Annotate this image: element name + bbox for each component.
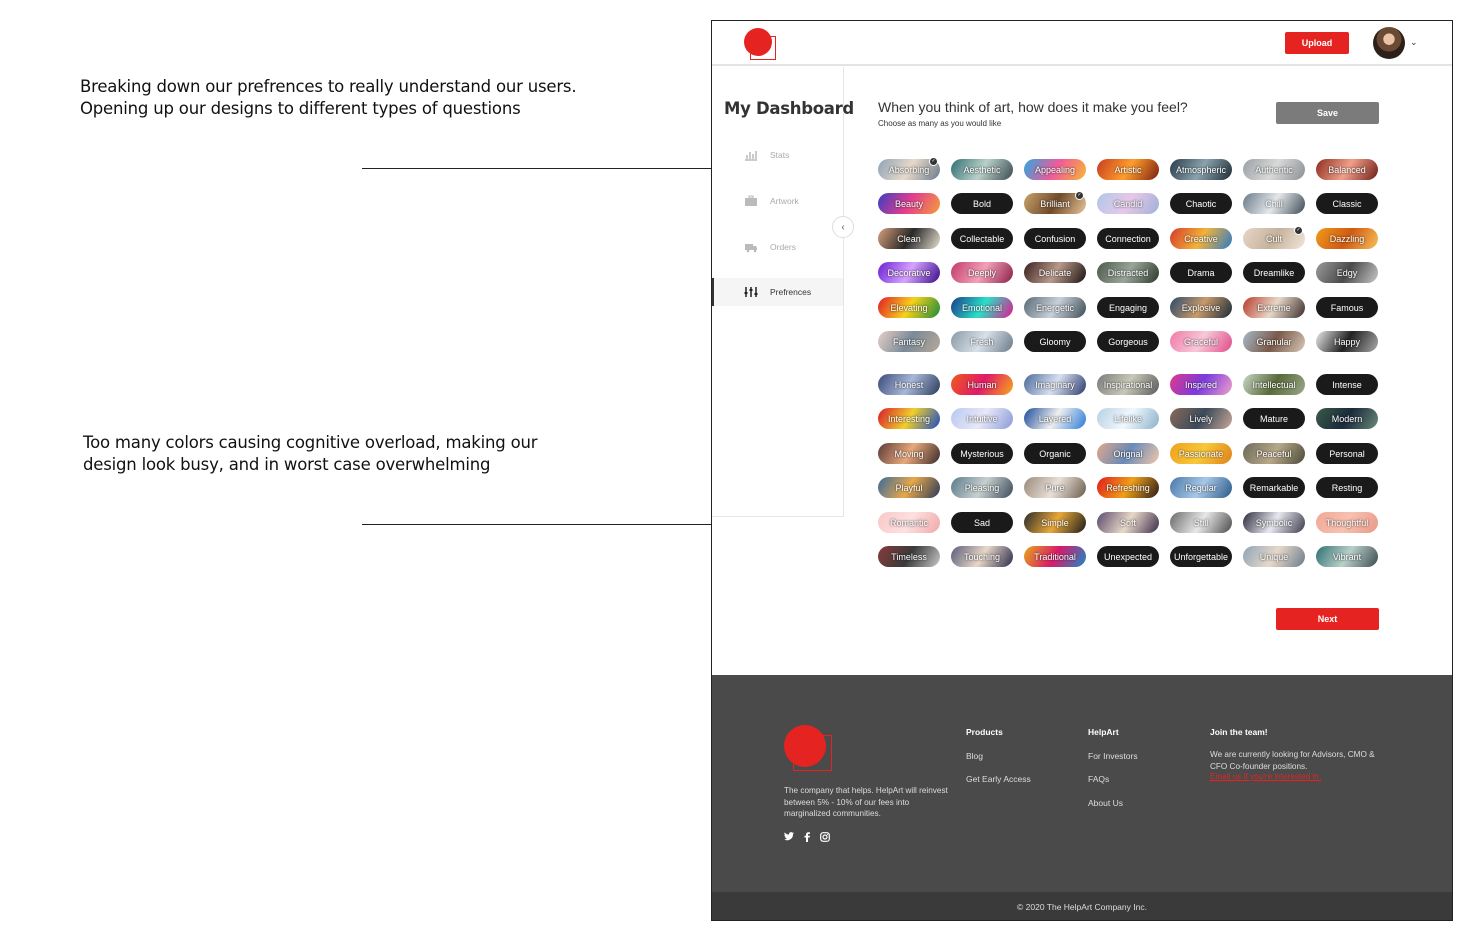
tag-label: Edgy [1336, 267, 1358, 278]
tag-distracted[interactable] [1097, 262, 1159, 283]
tag-creative[interactable] [1170, 228, 1232, 249]
tag-interesting[interactable] [878, 408, 940, 429]
tag-decorative[interactable] [878, 262, 940, 283]
tag-confusion[interactable] [1024, 228, 1086, 249]
tag-clean[interactable] [878, 228, 940, 249]
tag-label: Candid [1113, 198, 1143, 209]
tag-label: Delicate [1038, 267, 1072, 278]
top-navbar [712, 21, 1452, 66]
footer-link-blog[interactable]: Blog [966, 751, 984, 761]
tag-label: Brilliant [1040, 198, 1070, 209]
tag-timeless[interactable] [878, 546, 940, 567]
tag-beauty[interactable] [878, 193, 940, 214]
tag-label: Creative [1184, 233, 1218, 244]
tag-gorgeous[interactable] [1097, 331, 1159, 352]
tag-happy[interactable] [1316, 331, 1378, 352]
tag-label: Interesting [887, 413, 931, 424]
tag-label: Romantic [889, 517, 928, 528]
tag-label: Fantasy [892, 336, 925, 347]
facebook-icon[interactable] [804, 832, 810, 845]
tag-label: Remarkable [1249, 482, 1299, 493]
tag-label: Intellectual [1252, 379, 1296, 390]
tag-label: Appealing [1034, 164, 1076, 175]
twitter-icon[interactable] [784, 832, 794, 844]
tag-label: Aesthetic [963, 164, 1001, 175]
tag-label: Fresh [970, 336, 994, 347]
tag-mature[interactable] [1243, 408, 1305, 429]
tag-label: Absorbing [888, 164, 930, 175]
tag-bold[interactable] [951, 193, 1013, 214]
tag-modern[interactable] [1316, 408, 1378, 429]
tag-emotional[interactable] [951, 297, 1013, 318]
tag-label: Unexpected [1103, 551, 1153, 562]
page-title: My Dashboard [724, 99, 854, 118]
tag-label: Passionate [1178, 448, 1224, 459]
tag-label: Soft [1119, 517, 1136, 528]
tag-pure[interactable] [1024, 477, 1086, 498]
footer-link-about[interactable]: About Us [1088, 798, 1123, 808]
tag-touching[interactable] [951, 546, 1013, 567]
footer-join-text: We are currently looking for Advisors, CMO & CFO Co-founder positions. [1210, 750, 1375, 771]
briefcase-icon [744, 195, 758, 207]
check-icon: ✓ [929, 157, 938, 166]
tag-label: Gorgeous [1108, 336, 1148, 347]
tag-label: Chill [1265, 198, 1283, 209]
helpart-logo-icon [784, 725, 834, 773]
tag-label: Explosive [1181, 302, 1221, 313]
tag-label: Playful [895, 482, 923, 493]
tag-orignal[interactable] [1097, 443, 1159, 464]
tag-label: Chaotic [1185, 198, 1217, 209]
tag-label: Bold [972, 198, 991, 209]
tag-peaceful[interactable] [1243, 443, 1305, 464]
tag-label: Happy [1333, 336, 1360, 347]
tag-label: Distracted [1107, 267, 1149, 278]
tag-label: Graceful [1183, 336, 1218, 347]
tag-label: Extreme [1257, 302, 1291, 313]
tag-label: Dreamlike [1253, 267, 1295, 278]
sidebar [712, 67, 854, 517]
annotation-line: Opening up our designs to different types of questions [80, 99, 521, 118]
copyright-text: © 2020 The HelpArt Company Inc. [1017, 902, 1147, 912]
sidebar-item-stats[interactable] [712, 141, 843, 169]
tag-sad[interactable] [951, 512, 1013, 533]
tag-label: Balanced [1328, 164, 1366, 175]
tag-lifelike[interactable] [1097, 408, 1159, 429]
annotation-line: design look busy, and in worst case overwhelming [83, 455, 491, 474]
tag-label: Decorative [887, 267, 931, 278]
tag-chaotic[interactable] [1170, 193, 1232, 214]
tag-label: Layered [1038, 413, 1072, 424]
tag-chill[interactable] [1243, 193, 1305, 214]
sidebar-item-label: Orders [770, 242, 796, 252]
footer-helpart-title: HelpArt [1088, 727, 1119, 737]
tag-label: Organic [1039, 448, 1071, 459]
tag-elevating[interactable] [878, 297, 940, 318]
tag-label: Symbolic [1255, 517, 1293, 528]
tag-appealing[interactable] [1024, 159, 1086, 180]
truck-icon [744, 241, 758, 253]
tag-lively[interactable] [1170, 408, 1232, 429]
tag-thoughtful[interactable] [1316, 512, 1378, 533]
tag-artistic[interactable] [1097, 159, 1159, 180]
tag-label: Atmospheric [1175, 164, 1227, 175]
upload-button[interactable]: Upload [1285, 32, 1349, 54]
tag-label: Beauty [894, 198, 924, 209]
instagram-icon[interactable] [820, 832, 830, 845]
tag-brilliant[interactable] [1024, 193, 1086, 214]
tag-delicate[interactable] [1024, 262, 1086, 283]
annotation-top [80, 76, 576, 120]
sidebar-item-prefrences[interactable] [712, 278, 843, 306]
tag-famous[interactable] [1316, 297, 1378, 318]
tag-label: Thoughtful [1325, 517, 1369, 528]
sidebar-item-orders[interactable] [712, 233, 843, 261]
tag-label: Collectable [959, 233, 1005, 244]
footer-join-title: Join the team! [1210, 727, 1268, 737]
tag-label: Modern [1331, 413, 1363, 424]
tag-label: Honest [894, 379, 924, 390]
tag-label: Clean [897, 233, 921, 244]
tag-cult[interactable] [1243, 228, 1305, 249]
tag-intellectual[interactable] [1243, 374, 1305, 395]
tag-label: Classic [1332, 198, 1362, 209]
tag-label: Mature [1259, 413, 1288, 424]
tag-label: Emotional [961, 302, 1003, 313]
tag-label: Dazzling [1329, 233, 1365, 244]
tag-candid[interactable] [1097, 193, 1159, 214]
tag-label: Timeless [891, 551, 927, 562]
tag-label: Elevating [890, 302, 928, 313]
chevron-left-icon[interactable]: ‹ [832, 216, 854, 238]
footer-link-investors[interactable]: For Investors [1088, 751, 1138, 761]
tag-label: Famous [1330, 302, 1364, 313]
annotation-line: Too many colors causing cognitive overload, making our [83, 433, 538, 452]
tag-label: Intense [1332, 379, 1362, 390]
tag-collectable[interactable] [951, 228, 1013, 249]
tag-dreamlike[interactable] [1243, 262, 1305, 283]
tag-label: Unforgettable [1173, 551, 1229, 562]
tag-label: Resting [1331, 482, 1363, 493]
tag-graceful[interactable] [1170, 331, 1232, 352]
tag-intense[interactable] [1316, 374, 1378, 395]
tag-intuitive[interactable] [951, 408, 1013, 429]
tag-vibrant[interactable] [1316, 546, 1378, 567]
tag-connection[interactable] [1097, 228, 1159, 249]
sliders-icon [744, 286, 758, 298]
check-icon: ✓ [1075, 191, 1084, 200]
tag-still[interactable] [1170, 512, 1232, 533]
app-window [711, 20, 1453, 921]
tag-edgy[interactable] [1316, 262, 1378, 283]
sidebar-item-label: Prefrences [770, 287, 812, 297]
tag-label: Granular [1256, 336, 1292, 347]
sidebar-item-label: Stats [770, 150, 790, 160]
tag-label: Pure [1045, 482, 1065, 493]
sidebar-item-artwork[interactable] [712, 187, 843, 215]
tag-label: Imaginary [1035, 379, 1075, 390]
tag-label: Cult [1265, 233, 1282, 244]
tag-inspired[interactable] [1170, 374, 1232, 395]
footer-link-early-access[interactable]: Get Early Access [966, 774, 1031, 784]
tag-soft[interactable] [1097, 512, 1159, 533]
tag-label: Artistic [1114, 164, 1142, 175]
tag-fresh[interactable] [951, 331, 1013, 352]
tag-authentic[interactable] [1243, 159, 1305, 180]
footer-link-faqs[interactable]: FAQs [1088, 774, 1110, 784]
tag-label: Orignal [1113, 448, 1143, 459]
tag-label: Unique [1259, 551, 1289, 562]
tag-unexpected[interactable] [1097, 546, 1159, 567]
tag-explosive[interactable] [1170, 297, 1232, 318]
footer-description: The company that helps. HelpArt will reinvest between 5% - 10% of our fees into marginalized communities. [784, 786, 948, 818]
sidebar-item-label: Artwork [770, 196, 799, 206]
footer-email-link[interactable]: Email us if you're interested in. [1210, 772, 1322, 781]
tag-drama[interactable] [1170, 262, 1232, 283]
tag-label: Inspirational [1103, 379, 1153, 390]
tag-label: Deeply [967, 267, 996, 278]
tag-dazzling[interactable] [1316, 228, 1378, 249]
tag-label: Moving [894, 448, 924, 459]
tag-regular[interactable] [1170, 477, 1232, 498]
tag-label: Gloomy [1039, 336, 1071, 347]
bar-chart-icon [744, 149, 758, 161]
question-subtitle: Choose as many as you would like [878, 119, 1002, 128]
tag-symbolic[interactable] [1243, 512, 1305, 533]
tag-resting[interactable] [1316, 477, 1378, 498]
tag-label: Regular [1185, 482, 1217, 493]
tag-label: Engaging [1108, 302, 1148, 313]
tag-label: Connection [1105, 233, 1151, 244]
copyright-bar [712, 892, 1452, 921]
footer [712, 675, 1452, 892]
tag-label: Simple [1041, 517, 1069, 528]
tag-extreme[interactable] [1243, 297, 1305, 318]
tag-energetic[interactable] [1024, 297, 1086, 318]
tag-romantic[interactable] [878, 512, 940, 533]
tag-organic[interactable] [1024, 443, 1086, 464]
tag-label: Pleasing [964, 482, 1000, 493]
tag-label: Peaceful [1256, 448, 1292, 459]
tag-label: Human [967, 379, 997, 390]
chevron-down-icon[interactable]: ⌄ [1410, 37, 1418, 47]
tag-label: Traditional [1034, 551, 1076, 562]
tag-refreshing[interactable] [1097, 477, 1159, 498]
footer-products-title: Products [966, 727, 1003, 737]
tag-engaging[interactable] [1097, 297, 1159, 318]
tag-simple[interactable] [1024, 512, 1086, 533]
tag-absorbing[interactable] [878, 159, 940, 180]
tag-layered[interactable] [1024, 408, 1086, 429]
tag-playful[interactable] [878, 477, 940, 498]
tag-classic[interactable] [1316, 193, 1378, 214]
tag-deeply[interactable] [951, 262, 1013, 283]
tag-label: Inspired [1184, 379, 1218, 390]
tag-aesthetic[interactable] [951, 159, 1013, 180]
tag-imaginary[interactable] [1024, 374, 1086, 395]
tag-label: Energetic [1035, 302, 1075, 313]
tag-balanced[interactable] [1316, 159, 1378, 180]
tag-traditional[interactable] [1024, 546, 1086, 567]
next-button[interactable]: Next [1276, 608, 1379, 630]
tag-atmospheric[interactable] [1170, 159, 1232, 180]
tag-passionate[interactable] [1170, 443, 1232, 464]
annotation-line: Breaking down our prefrences to really understand our users. [80, 77, 577, 96]
tag-gloomy[interactable] [1024, 331, 1086, 352]
user-avatar[interactable] [1373, 27, 1405, 59]
tag-label: Authentic [1255, 164, 1293, 175]
tag-label: Vibrant [1332, 551, 1362, 562]
tag-personal[interactable] [1316, 443, 1378, 464]
tag-label: Still [1193, 517, 1209, 528]
tag-granular[interactable] [1243, 331, 1305, 352]
tag-label: Intuitive [966, 413, 998, 424]
tag-unique[interactable] [1243, 546, 1305, 567]
tag-label: Confusion [1034, 233, 1076, 244]
annotation-bottom [83, 432, 537, 476]
tag-remarkable[interactable] [1243, 477, 1305, 498]
tag-moving[interactable] [878, 443, 940, 464]
tag-label: Drama [1187, 267, 1215, 278]
tag-unforgettable[interactable] [1170, 546, 1232, 567]
tag-human[interactable] [951, 374, 1013, 395]
tag-pleasing[interactable] [951, 477, 1013, 498]
tag-label: Lifelike [1113, 413, 1142, 424]
tag-fantasy[interactable] [878, 331, 940, 352]
tag-label: Personal [1329, 448, 1365, 459]
tag-label: Touching [963, 551, 1001, 562]
save-button[interactable]: Save [1276, 102, 1379, 124]
tag-inspirational[interactable] [1097, 374, 1159, 395]
tag-label: Lively [1189, 413, 1213, 424]
question-heading: When you think of art, how does it make you feel? [878, 99, 1188, 115]
check-icon: ✓ [1294, 226, 1303, 235]
tag-honest[interactable] [878, 374, 940, 395]
helpart-logo-icon[interactable] [744, 28, 778, 60]
tag-mysterious[interactable] [951, 443, 1013, 464]
tag-label: Refreshing [1106, 482, 1150, 493]
tag-label: Mysterious [960, 448, 1004, 459]
tag-label: Sad [973, 517, 990, 528]
